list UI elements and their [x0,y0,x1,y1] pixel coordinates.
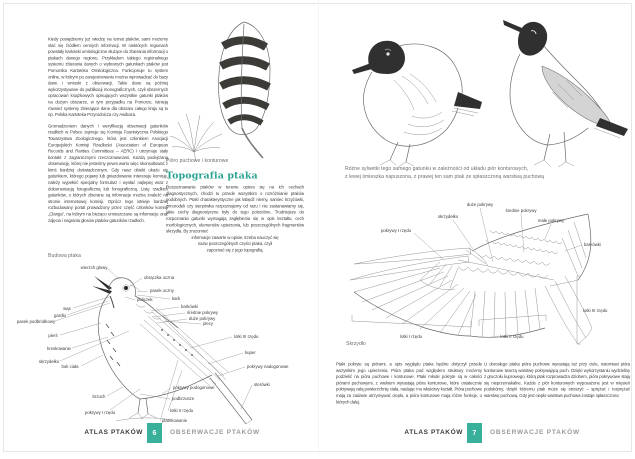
section-tail-line: nazw poszczególnych części ptaka, czyli [197,241,273,247]
gull-caption-line2: z lewej śmieszka napuszona, z prawej ten sam ptak ze spłaszczoną warstwą puchową [345,174,545,180]
bird-label: lotki II rzędu [170,408,194,413]
wing-label: lotki I rzędu [400,334,422,339]
wing-diagram [340,196,630,348]
bird-label: skrzydełko [38,359,60,364]
wing-label: lotki III rzędu [583,308,608,313]
wing-caption: Skrzydło [346,341,366,347]
bird-diagram-caption: Budowa ptaka [48,253,81,259]
bird-label: kuper [245,350,256,355]
wing-label: barkówki [584,242,601,247]
gull-fluffed-illustration [342,16,482,166]
feather-illustration [166,16,316,164]
wing-illustration [350,214,592,344]
wing-label: duże pokrywy [466,202,494,207]
section-tail-line: informacje zawarte w opisie, trzeba nauczyć się [191,234,279,240]
bird-label: obrączka oczna [144,275,175,280]
bird-label: pokrywy I rzędu [84,410,116,415]
section-heading: Topografia ptaka [166,170,258,181]
footer-chapter-title: OBSERWACJE PTAKÓW [490,429,580,436]
paragraph: Kiedy posiądziemy już wiedzę na temat ptaków, sami możemy stać się źródłem cennych informacji. W niektórych regionach powstały kartoteki ornitologiczne służące do zbierania informacji o ptakach danego regionu. Przykładem takiego regionalnego systemu zbierania danych o wybranych gatunkach ptaków jest Pomorska Kartoteka Ornitologiczna. Funkcjonuje tu system online, w którym po zarejestrowaniu można wprowadzać do bazy dane i wnioski z obserwacji. Takie dane są później wykorzystywane do publikacji monograficznych, czyli obszernych opracowań książkowych opisujących wszystkie gatunki ptaków na dużym obszarze, w tym przypadku na Pomorzu. Istnieją również systemy zbierające dane dla obszaru całego kraju są to np. Polska Kartoteka Przyrodnicza czy Awibaza. [48,36,168,118]
bird-label: średnie pokrywy [187,310,219,315]
feather-caption: Pióro puchowe i konturowe [166,158,229,164]
bird-label: pokrywy podogonowe [173,385,215,390]
wing-label: skrzydełko [437,214,459,219]
bird-label: pasek podbródkowy [16,319,56,324]
bird-label: lotki III rzędu [234,334,259,339]
wing-label: małe pokrywy [537,218,565,223]
gull-sleek-illustration [478,14,628,172]
bird-label: sterówki [254,382,270,387]
section-tail-line: zapoznać się z jego topografią. [206,247,264,253]
bird-labels [17,265,289,423]
bird-label: policzek [137,297,153,302]
contour-feather [218,22,270,158]
wing-label: średnie pokrywy [505,208,537,213]
bird-label: podbrzusze [172,396,195,401]
bird-label: plamkowanie [162,418,188,423]
bird-label: pokrywy nadogonowe [247,364,289,369]
right-text-column-1 [336,361,484,459]
bird-topography-diagram [10,258,310,432]
bird-label: duże pokrywy [189,316,216,321]
bird-label: bok ciała [61,364,79,369]
page-number-badge: 6 [147,423,162,443]
bird-label: plecy [203,321,214,326]
bird-label: kreskowanie [47,346,71,351]
paragraph: Ptaki pokryte są piórami, a opis wyglądu ptaka będzie dotyczył przede wszystkim jego upierzenia. Pióra ptaka pod względem struktury możemy podzielić na pióra puchowe i konturowe. Ptaki młode pokryte są w całości piórami puchowymi, z wiekiem wyrastają pióra konturowe, które ostatecznie pokrywają całą powierzchnię ciała, nadając mu właściwy kształt. Pióra puchowe mają za zadanie utrzymywać ciepło, a pióra konturowe mają różne funkcje, o których dalej. [336,361,482,405]
wing-label: pokrywy I rzędu [380,228,412,233]
bird-label: wąs [63,306,71,311]
footer-book-title: ATLAS PTAKÓW [84,429,143,436]
footer-book-title: ATLAS PTAKÓW [404,429,463,436]
bird-label: pasek oczny [150,288,174,293]
bird-label: pierś [48,333,58,338]
bird-label: gardło [54,313,66,318]
footer-chapter-title: OBSERWACJE PTAKÓW [170,429,260,436]
left-text-column [48,36,168,256]
bird-label: barkówki [181,304,198,309]
bird-label: wierzch głowy [80,265,108,270]
gull-caption-line1: Różne sylwetki tego samego gatunku w zależności od układu piór konturowych, [345,166,529,172]
bird-label: brzuch [92,394,106,399]
paragraph: Gromadzeniem danych i weryfikacją obserwacji gatunków rzadkich w Polsce zajmuje się Komisja Faunistyczna Polskiego Towarzystwa Zoologicznego, która jest członkiem Asocjacji Europejskich Komisji Rzadkości (Association of European Records and Rarities Committees – AERC) i utrzymuje stały kontakt z zagranicznymi rzeczoznawcami. Każdą podejrzaną obserwację, której nie jesteśmy pewni warto więc skonsultować z kimś bardziej doświadczonym. Gdy nasz obiekt okaże się gatunkiem, którego pojawy lub gniazdowanie interesuje komisję, należy wypełnić specjalny formularz i wysłać najlepiej wraz z dokumentacją fotograficzną lub fonograficzną. Listę rzadkich gatunków, o których zbierane są informacje można znaleźć na stronie internetowej komisji. Oprócz tego istnieje bardziej rozbudowany portal prowadzony przez część członków komisji „Clanga”, na którym na bieżąco umieszczane są informacje oraz zdjęcia i nagrania głosów ptaków gatunków rzadkich. [48,123,168,223]
right-page [318,0,635,455]
paragraph: U dorosłego ptaka pióra puchowe wyrastają tuż przy ciele, natomiast pióra konturowe tworzą warstwę pokrywającą puch. Dzięki wykorzystaniu wydzieliny z gruczołu kuprowego, którą ptak rozprowadza dziobem, pióra pokrywowe stają się nieprzemakalne. Każde z piór konturowych wyposażone jest w mięsień podskórny, dzięki któremu ptak może się stroszyć – sprężać i rozprężać warstwę puchową. Gdy jest ciepło warstwa puchowa zostaje spłaszczona [484,361,630,398]
page-number-badge: 7 [467,423,482,443]
down-feather [170,114,222,161]
section-body: Rozpoznawanie ptaków w terenie opiera się na ich cechach diagnostycznych, chodzi tu przede wszystkim o rozróżnianie ptaków podobnych. Ptaki charakterystyczne jak łabędź niemy, samiec krzyżówki, zimorodek czy sierpówka rozpoznajemy od razu i nie zastanawiamy się, jakie cechy diagnostyczne były do tego potrzebne. Trudniejsze do rozpoznania gatunki wymagają zagłębienia się w opis kształtu, cech morfologicznych, elementów upierzenia, lub poszczególnych fragmentów skrzydła. By zrozumieć [166,184,304,234]
left-page [0,0,318,455]
bird-label: kark [172,296,181,301]
wing-label: lotki II rzędu [500,334,524,339]
